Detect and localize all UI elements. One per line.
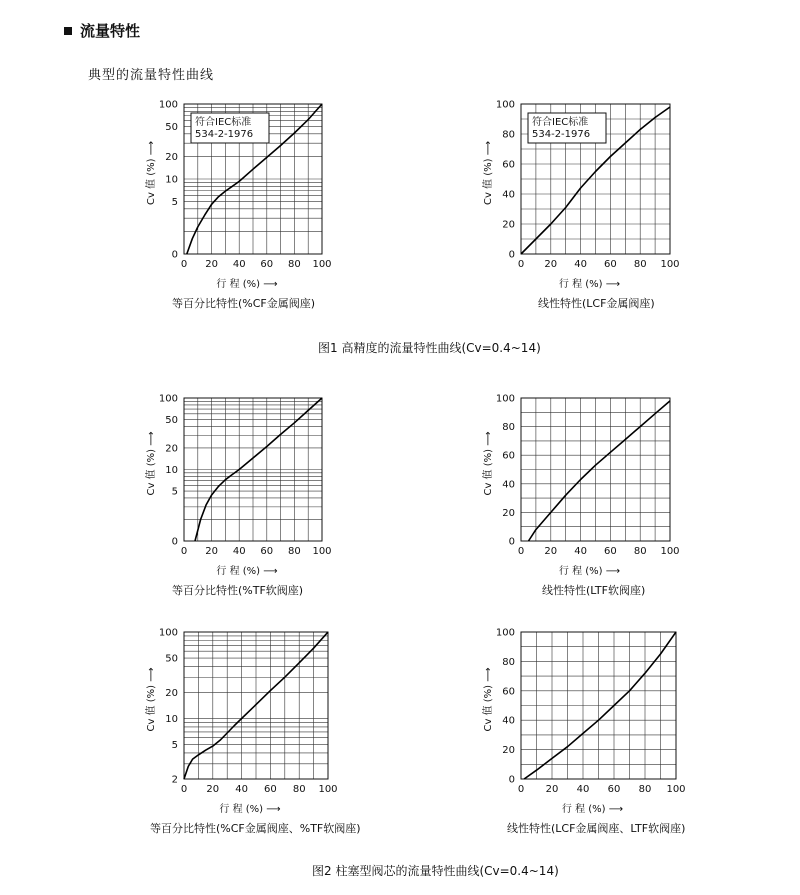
chart-caption: 等百分比特性(%CF金属阀座): [172, 297, 316, 310]
x-tick-label: 40: [574, 259, 587, 270]
y-tick-label: 80: [502, 422, 515, 434]
y-tick-label: 100: [495, 99, 515, 111]
y-tick-label: 0: [171, 536, 178, 548]
x-tick-label: 60: [260, 546, 274, 557]
x-tick-label: 60: [604, 546, 617, 557]
x-tick-label: 40: [574, 546, 587, 557]
x-tick-label: 0: [517, 259, 525, 270]
y-tick-label: 10: [165, 465, 178, 476]
y-tick-label: 60: [502, 686, 515, 698]
y-tick-label: 5: [171, 486, 178, 498]
section-title-text: 流量特性: [80, 22, 141, 40]
x-tick-label: 20: [206, 784, 220, 795]
x-tick-label: 100: [660, 546, 680, 557]
x-tick-label: 40: [232, 259, 246, 270]
y-axis-label: Cv 值 (%) ⟶: [146, 667, 157, 732]
chart-caption: 线性特性(LCF金属阀座): [538, 297, 655, 310]
x-tick-label: 60: [260, 259, 274, 270]
x-tick-label: 100: [318, 784, 338, 795]
chart-4: [481, 394, 680, 598]
y-axis-label: Cv 值 (%) ⟶: [146, 431, 157, 496]
figure2-caption: 图2 柱塞型阀芯的流量特性曲线(Cv=0.4~14): [312, 864, 559, 878]
y-tick-label: 50: [165, 653, 178, 665]
x-tick-label: 0: [180, 259, 188, 270]
y-tick-label: 100: [495, 627, 515, 639]
x-axis-label: 行 程 (%) ⟶: [558, 566, 621, 577]
y-tick-label: 5: [171, 740, 178, 752]
y-tick-label: 100: [158, 99, 178, 111]
y-tick-label: 80: [502, 129, 515, 141]
y-axis-label: Cv 值 (%) ⟶: [483, 431, 494, 496]
x-tick-label: 100: [666, 784, 686, 795]
annotation-text: 534-2-1976: [195, 129, 254, 140]
y-tick-label: 20: [165, 151, 178, 163]
y-tick-label: 0: [508, 536, 515, 548]
x-tick-label: 40: [576, 784, 590, 795]
figure1-caption: 图1 高精度的流量特性曲线(Cv=0.4~14): [318, 341, 541, 355]
y-tick-label: 0: [171, 249, 178, 261]
y-axis-label: Cv 值 (%) ⟶: [483, 667, 494, 732]
y-tick-label: 0: [508, 249, 515, 261]
x-tick-label: 40: [232, 546, 246, 557]
y-axis-label: Cv 值 (%) ⟶: [146, 140, 157, 206]
chart-2: [481, 100, 680, 311]
y-tick-label: 2: [171, 774, 178, 786]
chart-1: [144, 100, 332, 311]
x-tick-label: 0: [180, 784, 188, 795]
y-tick-label: 0: [508, 774, 515, 786]
y-tick-label: 20: [165, 687, 178, 699]
x-tick-label: 80: [633, 259, 647, 270]
y-tick-label: 20: [165, 443, 178, 455]
chart-caption: 线性特性(LCF金属阀座、LTF软阀座): [507, 822, 686, 835]
y-tick-label: 40: [502, 189, 515, 201]
x-tick-label: 20: [205, 546, 218, 557]
chart-caption: 等百分比特性(%CF金属阀座、%TF软阀座): [150, 822, 361, 835]
flow-curve: [529, 401, 671, 541]
x-tick-label: 80: [633, 546, 647, 557]
y-tick-label: 20: [502, 507, 515, 519]
y-tick-label: 100: [158, 393, 178, 405]
y-tick-label: 100: [158, 627, 178, 639]
x-tick-label: 60: [607, 784, 621, 795]
x-tick-label: 20: [544, 546, 558, 557]
y-tick-label: 50: [165, 415, 178, 427]
x-tick-label: 80: [638, 784, 652, 795]
y-tick-label: 40: [502, 715, 515, 727]
x-axis-label: 行 程 (%) ⟶: [558, 279, 621, 290]
x-tick-label: 80: [288, 259, 301, 270]
x-tick-label: 0: [517, 784, 525, 795]
x-tick-label: 100: [312, 546, 332, 557]
y-tick-label: 80: [502, 656, 515, 668]
x-axis-label: 行 程 (%) ⟶: [219, 804, 281, 815]
x-tick-label: 60: [604, 259, 617, 270]
annotation-text: 符合IEC标准: [532, 117, 589, 128]
x-tick-label: 0: [180, 546, 188, 557]
y-axis-label: Cv 值 (%) ⟶: [483, 140, 494, 206]
y-tick-label: 10: [165, 174, 178, 186]
page-subtitle: 典型的流量特性曲线: [88, 68, 215, 83]
y-tick-label: 60: [502, 450, 515, 462]
y-tick-label: 20: [502, 745, 515, 757]
chart-3: [144, 394, 332, 598]
chart-caption: 线性特性(LTF软阀座): [542, 584, 646, 597]
x-tick-label: 20: [545, 784, 559, 795]
x-tick-label: 80: [292, 784, 306, 795]
annotation-text: 534-2-1976: [532, 129, 591, 140]
chart-caption: 等百分比特性(%TF软阀座): [172, 584, 304, 597]
chart-6: [481, 628, 686, 836]
x-axis-label: 行 程 (%) ⟶: [561, 804, 624, 815]
x-tick-label: 100: [660, 259, 680, 270]
y-tick-label: 100: [495, 393, 515, 405]
x-tick-label: 20: [544, 259, 558, 270]
x-tick-label: 20: [205, 259, 218, 270]
x-tick-label: 100: [312, 259, 332, 270]
x-axis-label: 行 程 (%) ⟶: [216, 279, 278, 290]
annotation-text: 符合IEC标准: [195, 117, 252, 128]
x-tick-label: 40: [235, 784, 248, 795]
chart-5: [144, 628, 361, 836]
y-tick-label: 20: [502, 219, 515, 231]
y-tick-label: 60: [502, 159, 515, 171]
x-tick-label: 80: [288, 546, 301, 557]
y-tick-label: 40: [502, 479, 515, 491]
y-tick-label: 5: [171, 197, 178, 209]
y-tick-label: 50: [165, 122, 178, 134]
y-tick-label: 10: [165, 714, 178, 726]
x-axis-label: 行 程 (%) ⟶: [216, 566, 278, 577]
x-tick-label: 0: [517, 546, 525, 557]
x-tick-label: 60: [264, 784, 277, 795]
